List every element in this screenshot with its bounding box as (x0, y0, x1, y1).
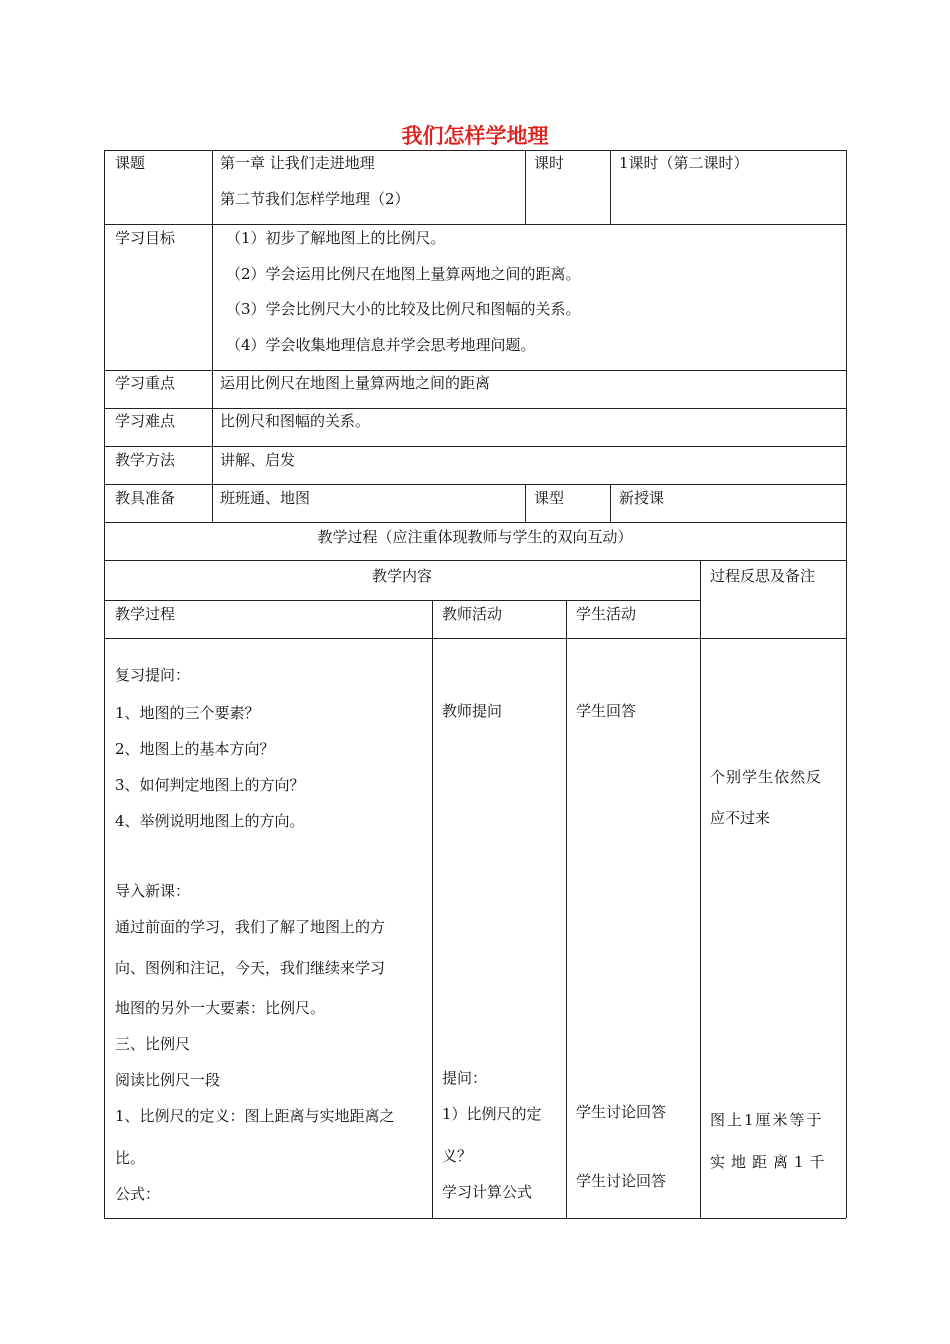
table-border-right (846, 150, 847, 1218)
row-divider (104, 408, 846, 409)
lesson-type-value: 新授课 (619, 489, 665, 507)
row-divider (104, 446, 846, 447)
method-value: 讲解、启发 (220, 451, 296, 469)
teacher-activity: 提问： (442, 1069, 488, 1087)
row-divider (104, 522, 846, 523)
difficulty-label: 学习难点 (115, 412, 176, 430)
formula-label: 公式： (115, 1185, 161, 1203)
reflection-note: 图上1厘米等于 (710, 1111, 824, 1129)
col-divider (525, 484, 526, 522)
tools-value: 班班通、地图 (220, 489, 311, 507)
hours-label: 课时 (534, 154, 565, 172)
review-question: 1、地图的三个要素？ (115, 704, 260, 722)
col-divider (610, 150, 611, 224)
col-divider (212, 150, 213, 522)
reflection-heading: 过程反思及备注 (710, 567, 816, 585)
teacher-activity: 教师提问 (442, 702, 503, 720)
reflection-note: 个别学生依然反 (710, 768, 823, 786)
tools-label: 教具准备 (115, 489, 176, 507)
row-divider (104, 638, 846, 639)
table-border-bottom (104, 1218, 846, 1219)
review-question: 3、如何判定地图上的方向？ (115, 776, 305, 794)
review-question: 4、举例说明地图上的方向。 (115, 812, 305, 830)
col-divider (700, 560, 701, 1218)
review-title: 复习提问： (115, 666, 191, 684)
content-heading: 教学内容 (371, 567, 432, 585)
method-label: 教学方法 (115, 451, 176, 469)
intro-text: 地图的另外一大要素：比例尺。 (115, 999, 326, 1017)
col-student-heading: 学生活动 (576, 605, 637, 623)
topic-line-2: 第二节我们怎样学地理（2） (220, 190, 410, 208)
reflection-note: 应不过来 (710, 809, 771, 827)
review-question: 2、地图上的基本方向？ (115, 740, 275, 758)
teacher-activity: 学习计算公式 (442, 1183, 533, 1201)
row-divider (104, 600, 700, 601)
student-activity: 学生回答 (576, 702, 637, 720)
key-point-label: 学习重点 (115, 374, 176, 392)
objective-item: （2）学会运用比例尺在地图上量算两地之间的距离。 (226, 265, 581, 283)
objective-item: （4）学会收集地理信息并学会思考地理问题。 (226, 336, 536, 354)
page-title: 我们怎样学地理 (401, 124, 549, 148)
definition-text: 比。 (115, 1149, 146, 1167)
definition-text: 1、比例尺的定义：图上距离与实地距离之 (115, 1107, 395, 1125)
col-divider (566, 600, 567, 1218)
table-border-left (104, 150, 105, 1218)
objective-item: （1）初步了解地图上的比例尺。 (226, 229, 446, 247)
row-divider (104, 370, 846, 371)
row-divider (104, 224, 846, 225)
objective-item: （3）学会比例尺大小的比较及比例尺和图幅的关系。 (226, 300, 581, 318)
intro-text: 向、图例和注记，今天，我们继续来学习 (115, 959, 386, 977)
col-divider (432, 600, 433, 1218)
table-border-top (104, 150, 846, 151)
section-title: 三、比例尺 (115, 1035, 191, 1053)
reflection-note: 实地距离1千 (710, 1153, 831, 1171)
teacher-activity: 1）比例尺的定 (442, 1105, 542, 1123)
student-activity: 学生讨论回答 (576, 1172, 667, 1190)
col-teacher-heading: 教师活动 (442, 605, 503, 623)
objectives-label: 学习目标 (115, 229, 176, 247)
topic-label: 课题 (115, 154, 146, 172)
topic-line-1: 第一章 让我们走进地理 (220, 154, 375, 172)
row-divider (104, 484, 846, 485)
row-divider (104, 560, 846, 561)
col-process-heading: 教学过程 (115, 605, 176, 623)
teacher-activity: 义？ (442, 1147, 473, 1165)
difficulty-value: 比例尺和图幅的关系。 (220, 412, 371, 430)
col-divider (610, 484, 611, 522)
col-divider (525, 150, 526, 224)
lesson-type-label: 课型 (534, 489, 565, 507)
key-point-value: 运用比例尺在地图上量算两地之间的距离 (220, 374, 491, 392)
student-activity: 学生讨论回答 (576, 1103, 667, 1121)
process-heading: 教学过程（应注重体现教师与学生的双向互动） (317, 528, 633, 546)
hours-value: 1课时（第二课时） (619, 154, 749, 172)
intro-text: 通过前面的学习，我们了解了地图上的方 (115, 918, 386, 936)
read-instruction: 阅读比例尺一段 (115, 1071, 221, 1089)
intro-title: 导入新课： (115, 882, 191, 900)
